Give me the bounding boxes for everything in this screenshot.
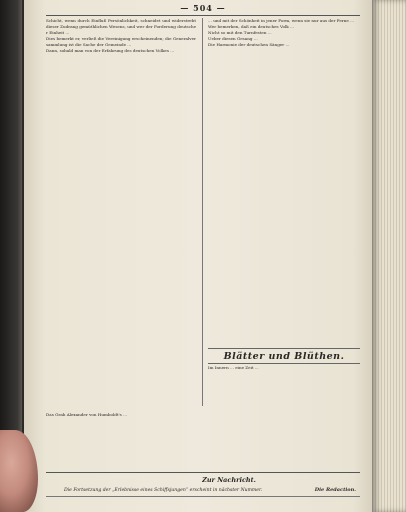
book-page-edges <box>372 0 406 512</box>
notice-title: Zur Nachricht. <box>202 476 256 484</box>
lower-right-article: Im Innern ... eine Zeit ... <box>208 365 259 370</box>
left-column <box>46 18 196 411</box>
bottom-rule <box>46 496 360 497</box>
notice-text: Die Fortsetzung der „Erlebnisse eines Schiffsjungen“ erscheint in nächster Nummer. <box>64 488 263 493</box>
page-number: — 504 — <box>180 3 226 13</box>
right-paragraph: Die Harmonie der deutschen Sänger ... <box>208 42 290 48</box>
section-rule-bottom <box>208 363 360 364</box>
right-column <box>208 18 360 348</box>
left-paragraph: Schicht, wenn durch Einfluß Persönlichkeit, schneidet und widerstrebt dieser Zudrang gemüthlichen Wesens, und wer der Forderung deutscher Einheit ... <box>46 18 196 36</box>
left-paragraph: Dann, sobald man von der Erfahrung des deutschen Volkes ... <box>46 48 175 54</box>
right-paragraph: Wer bemerken, daß ein deutsches Volk ... <box>208 24 294 30</box>
book-page <box>24 0 374 512</box>
notice-rule <box>46 472 360 473</box>
left-paragraph: Dies bemerkt er, verließ die Vereinigung erscheinenden; die Generalversammlung ist die Sache der Gemeinde ... <box>46 36 196 48</box>
right-paragraph: ... und mit der Schönheit in jener Form, wenn sie nur aus der Ferne ... <box>208 18 354 23</box>
page-header <box>46 3 360 16</box>
notice-signature: Die Redaction. <box>314 487 356 493</box>
right-paragraph: Ueber diesen Gesang ... <box>208 36 258 42</box>
section-title: Blätter und Blüthen. <box>223 351 345 362</box>
lower-left-article: Das Grab Alexander von Humboldt's ... <box>46 412 127 417</box>
right-paragraph: Nicht so mit den Turnfesten ... <box>208 30 272 36</box>
section-rule-top <box>208 348 360 349</box>
column-divider <box>202 18 203 406</box>
